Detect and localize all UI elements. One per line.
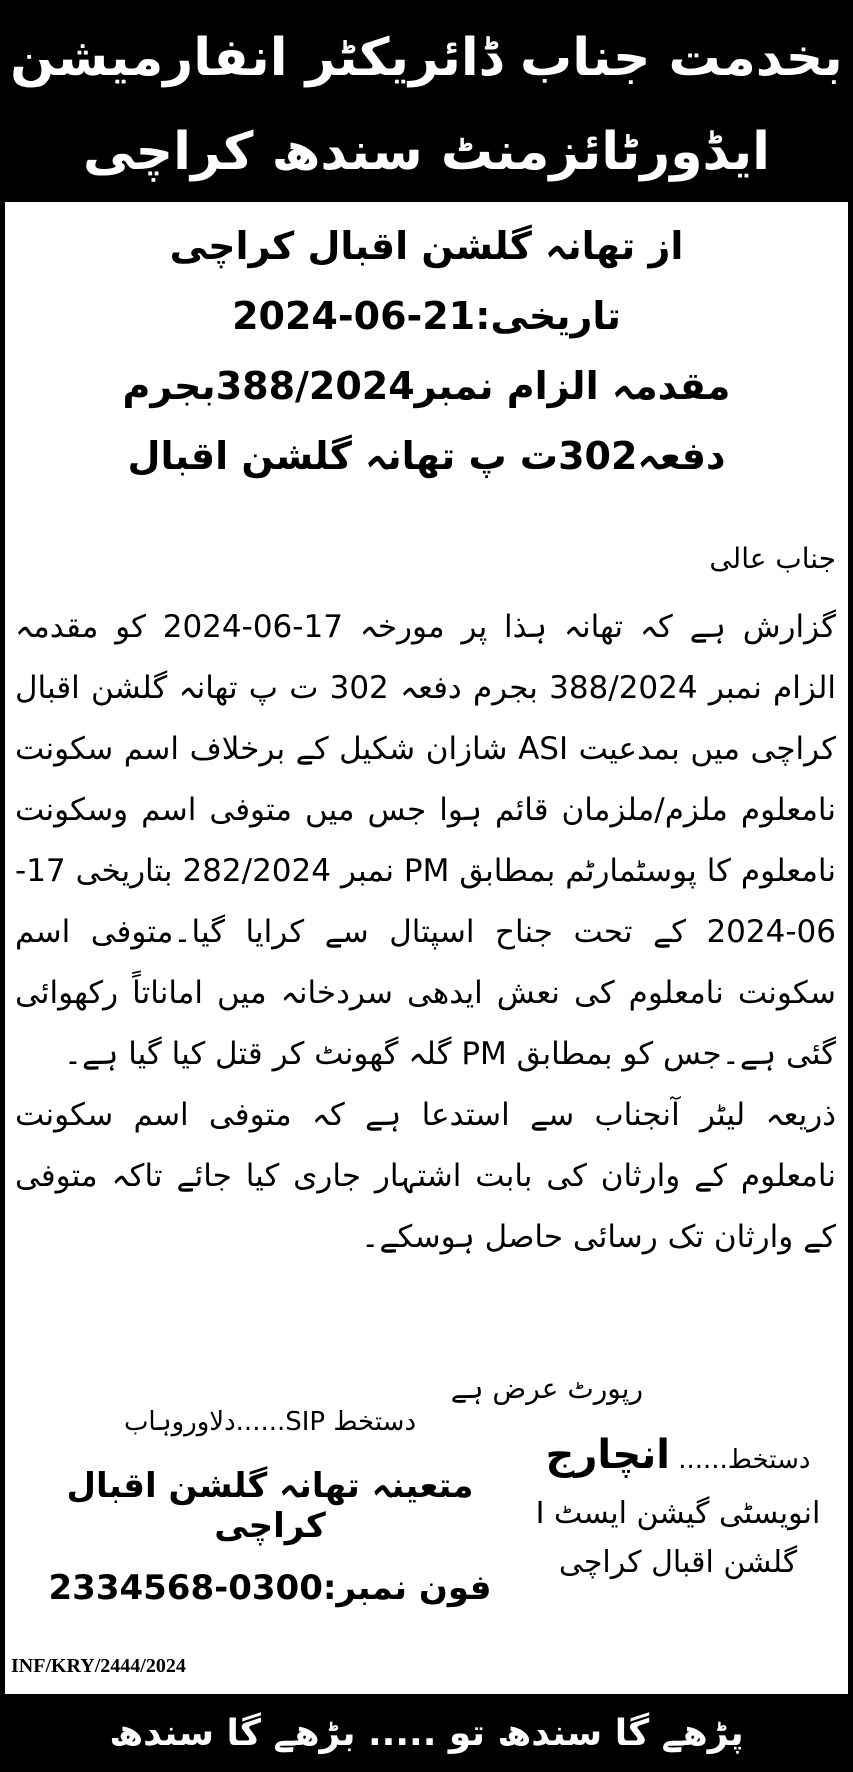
header-line-2: ایڈورٹائزمنٹ سندھ کراچی xyxy=(83,122,770,182)
report-closing: رپورٹ عرض ہے xyxy=(450,1372,643,1405)
officer-name: SIP......دلاوروہاب xyxy=(123,1407,326,1437)
header-banner xyxy=(0,0,853,200)
incharge-place: گلشن اقبال کراچی xyxy=(558,1545,798,1580)
notice-body xyxy=(5,202,848,1694)
officer-posting: متعینہ تھانہ گلشن اقبال کراچی xyxy=(66,1466,474,1546)
salutation: جناب عالی xyxy=(709,542,836,575)
footer-slogan: پڑھے گا سندھ تو ..... بڑھے گا سندھ xyxy=(0,1700,853,1772)
case-line-2: دفعہ302ت پ تھانہ گلشن اقبال xyxy=(127,434,726,478)
incharge-sign-label: دستخط...... xyxy=(678,1445,811,1475)
incharge-title: انچارج xyxy=(545,1432,670,1478)
incharge-signature-block xyxy=(518,1432,838,1580)
from-line: از تھانہ گلشن اقبال کراچی xyxy=(169,224,684,268)
paragraph-2: ذریعہ لیٹر آنجناب سے استدعا ہے کہ متوفی اسم سکونت نامعلوم کے وارثان کی بابت اشتہار جاری کیا جائے تاکہ متوفی کے وارثان تک رسائی حاصل ہوسکے۔ xyxy=(15,1097,836,1255)
date-line: تاریخی:21-06-2024 xyxy=(232,294,621,338)
paragraph-1: گزارش ہے کہ تھانہ ہذا پر مورخہ 17-06-2024 کو مقدمہ الزام نمبر 388/2024 بجرم دفعہ 302 ت پ تھانہ گلشن اقبال کراچی میں بمدعیت ASI شازان شکیل کے برخلاف اسم سکونت نامعلوم ملزم/ملزمان قائم ہوا جس میں متوفی اسم وسکونت نامعلوم کا پوسٹمارٹم بمطابق PM نمبر 282/2024 بتاریخی 17-06-2024 کے تحت جناح اسپتال سے کرایا گیا۔متوفی اسم سکونت نامعلوم کی نعش ایدھی سردخانہ میں اماناتاً رکھوائی گئی ہے۔جس کو بمطابق PM گلہ گھونٹ کر قتل کیا گیا ہے۔ xyxy=(15,609,837,1072)
officer-signature-block xyxy=(45,1407,495,1608)
incharge-designation: انویسٹی گیشن ایسٹ I xyxy=(535,1496,821,1531)
case-line-1: مقدمہ الزام نمبر388/2024بجرم xyxy=(122,364,731,408)
officer-phone: فون نمبر:0300-2334568 xyxy=(48,1568,492,1608)
header-line-1: بخدمت جناب ڈائریکٹر انفارمیشن xyxy=(10,28,843,88)
officer-sign-label: دستخط xyxy=(333,1407,417,1437)
reference-number: INF/KRY/2444/2024 xyxy=(11,1655,186,1677)
body-text xyxy=(15,597,836,1268)
